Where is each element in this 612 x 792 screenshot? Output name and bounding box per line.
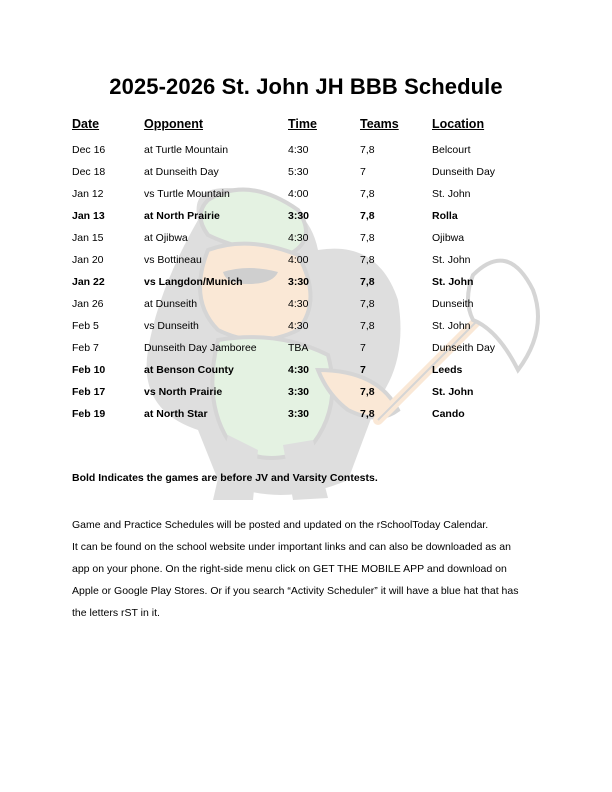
schedule-row: [0, 164, 612, 186]
row-date: Dec 18: [72, 166, 106, 178]
row-teams: 7,8: [360, 320, 375, 332]
row-teams: 7,8: [360, 210, 375, 222]
schedule-row: [0, 274, 612, 296]
info-line: the letters rST in it.: [72, 607, 160, 619]
page-title: 2025-2026 St. John JH BBB Schedule: [109, 74, 503, 99]
row-opponent: at North Prairie: [144, 210, 220, 222]
bold-games-note: Bold Indicates the games are before JV and Varsity Contests.: [72, 472, 378, 484]
row-teams: 7,8: [360, 188, 375, 200]
row-teams: 7,8: [360, 276, 375, 288]
row-date: Feb 5: [72, 320, 99, 332]
row-location: St. John: [432, 320, 471, 332]
header-opponent: Opponent: [144, 117, 204, 131]
header-time: Time: [288, 117, 317, 131]
row-time: 4:00: [288, 254, 309, 266]
row-location: Cando: [432, 408, 465, 420]
row-date: Jan 15: [72, 232, 104, 244]
row-time: 3:30: [288, 386, 310, 398]
row-location: St. John: [432, 254, 471, 266]
row-date: Jan 13: [72, 210, 105, 222]
row-opponent: at Turtle Mountain: [144, 144, 229, 156]
row-opponent: vs Dunseith: [144, 320, 199, 332]
row-teams: 7: [360, 364, 366, 376]
row-teams: 7: [360, 342, 366, 354]
row-location: Dunseith Day: [432, 166, 496, 178]
row-teams: 7: [360, 166, 366, 178]
schedule-row: [0, 406, 612, 428]
row-time: 4:30: [288, 298, 309, 310]
schedule-row: [0, 362, 612, 384]
schedule-row: [0, 186, 612, 208]
info-line: Game and Practice Schedules will be posted and updated on the rSchoolToday Calendar.: [72, 519, 489, 531]
row-date: Feb 17: [72, 386, 106, 398]
row-time: 4:30: [288, 364, 310, 376]
row-location: Belcourt: [432, 144, 471, 156]
schedule-header: [0, 117, 612, 135]
row-opponent: at Ojibwa: [144, 232, 188, 244]
row-date: Jan 12: [72, 188, 104, 200]
schedule-row: [0, 208, 612, 230]
row-opponent: vs North Prairie: [144, 386, 223, 398]
schedule-row: [0, 318, 612, 340]
schedule-row: [0, 230, 612, 252]
row-teams: 7,8: [360, 254, 375, 266]
row-location: St. John: [432, 276, 474, 288]
schedule-rows: [0, 142, 612, 428]
row-teams: 7,8: [360, 298, 375, 310]
row-date: Jan 26: [72, 298, 104, 310]
header-date: Date: [72, 117, 100, 131]
schedule-row: [0, 384, 612, 406]
row-opponent: vs Langdon/Munich: [144, 276, 243, 288]
row-opponent: at Dunseith Day: [144, 166, 219, 178]
header-location: Location: [432, 117, 485, 131]
row-time: 4:30: [288, 320, 309, 332]
row-opponent: vs Bottineau: [144, 254, 202, 266]
row-date: Feb 19: [72, 408, 106, 420]
row-time: 3:30: [288, 408, 310, 420]
row-date: Jan 22: [72, 276, 105, 288]
row-location: Rolla: [432, 210, 458, 222]
row-date: Feb 10: [72, 364, 106, 376]
row-date: Jan 20: [72, 254, 104, 266]
header-teams: Teams: [360, 117, 399, 131]
schedule-row: [0, 340, 612, 362]
row-time: 5:30: [288, 166, 309, 178]
row-teams: 7,8: [360, 144, 375, 156]
row-time: 3:30: [288, 210, 310, 222]
row-time: 3:30: [288, 276, 310, 288]
row-time: 4:30: [288, 232, 309, 244]
row-date: Feb 7: [72, 342, 99, 354]
row-teams: 7,8: [360, 408, 375, 420]
schedule-row: [0, 252, 612, 274]
row-location: Dunseith: [432, 298, 474, 310]
row-time: 4:30: [288, 144, 309, 156]
schedule-row: [0, 142, 612, 164]
row-teams: 7,8: [360, 386, 375, 398]
row-opponent: vs Turtle Mountain: [144, 188, 230, 200]
row-location: Ojibwa: [432, 232, 465, 244]
row-location: St. John: [432, 386, 474, 398]
schedule-row: [0, 296, 612, 318]
row-location: St. John: [432, 188, 471, 200]
info-line: Apple or Google Play Stores. Or if you search “Activity Scheduler” it will have a blue hat that has: [72, 585, 519, 597]
info-line: It can be found on the school website under important links and can also be downloaded as an: [72, 541, 511, 553]
row-location: Leeds: [432, 364, 463, 376]
row-date: Dec 16: [72, 144, 106, 156]
row-opponent: Dunseith Day Jamboree: [144, 342, 257, 354]
row-location: Dunseith Day: [432, 342, 496, 354]
row-time: 4:00: [288, 188, 309, 200]
row-opponent: at North Star: [144, 408, 208, 420]
row-opponent: at Dunseith: [144, 298, 198, 310]
row-teams: 7,8: [360, 232, 375, 244]
row-time: TBA: [288, 342, 309, 354]
info-line: app on your phone. On the right-side menu click on GET THE MOBILE APP and download on: [72, 563, 507, 575]
row-opponent: at Benson County: [144, 364, 234, 376]
schedule-info: [72, 514, 542, 624]
